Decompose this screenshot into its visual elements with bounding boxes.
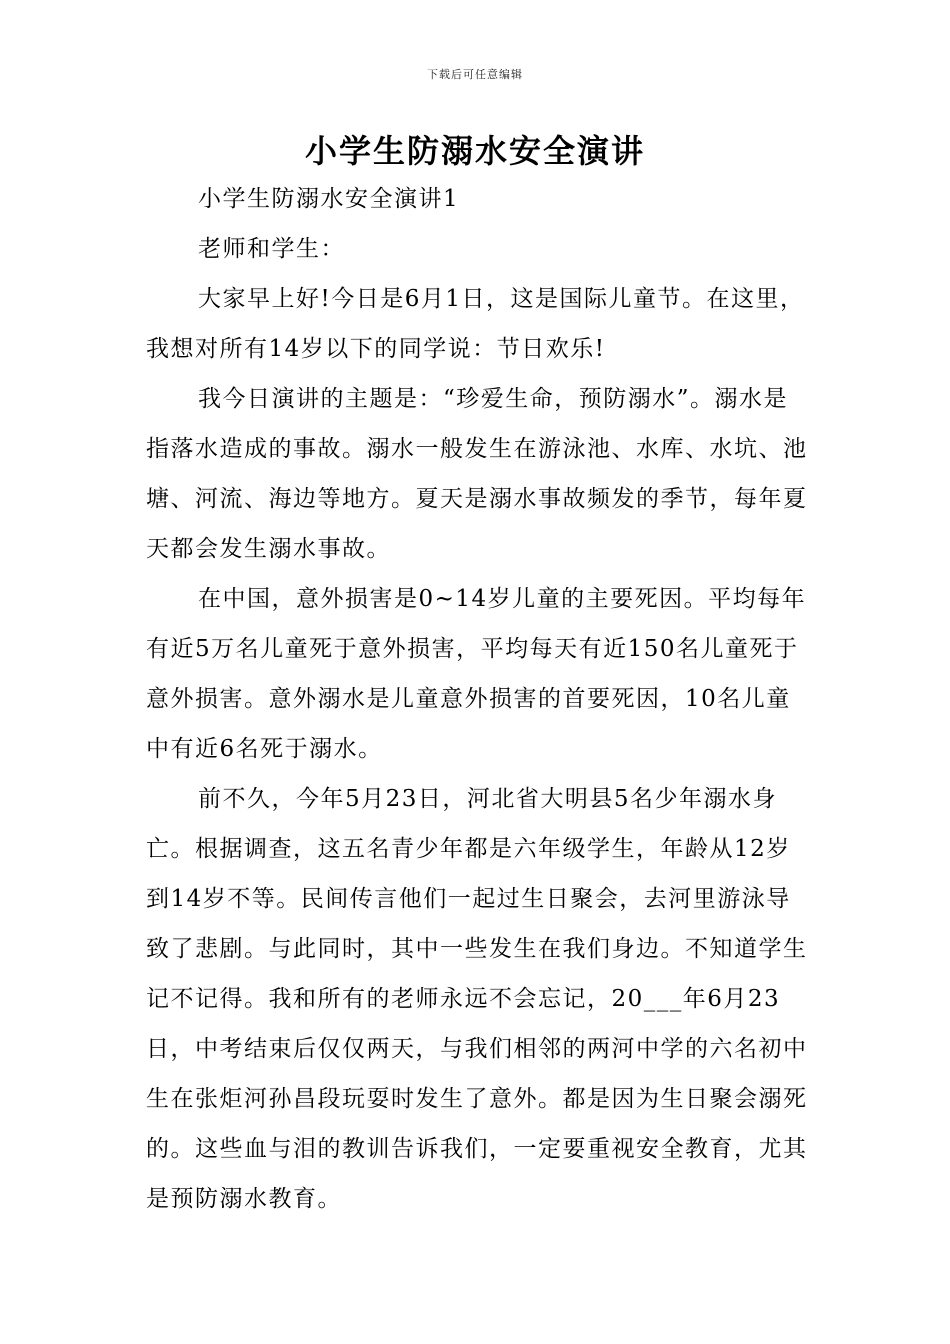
document-title: 小学生防溺水安全演讲 bbox=[304, 132, 645, 170]
salutation-paragraph: 老师和学生： bbox=[198, 236, 345, 262]
subtitle-paragraph: 小学生防溺水安全演讲1 bbox=[198, 186, 460, 212]
body-paragraph: 我今日演讲的主题是：“珍爱生命，预防溺水”。溺水是指落水造成的事故。溺水一般发生在游泳池、水库、水坑、池塘、河流、海边等地方。夏天是溺水事故频发的季节，每年夏天都会发生溺水事故。 bbox=[146, 386, 808, 562]
document-body bbox=[146, 174, 811, 1224]
body-paragraph: 前不久，今年5月23日，河北省大明县5名少年溺水身亡。根据调查，这五名青少年都是六年级学生，年龄从12岁到14岁不等。民间传言他们一起过生日聚会，去河里游泳导致了悲剧。与此同时，其中一些发生在我们身边。不知道学生记不记得。我和所有的老师永远不会忘记，20___年6月23日，中考结束后仅仅两天，与我们相邻的两河中学的六名初中生在张炬河孙昌段玩耍时发生了意外。都是因为生日聚会溺死的。这些血与泪的教训告诉我们，一定要重视安全教育，尤其是预防溺水教育。 bbox=[146, 786, 808, 1212]
body-paragraph: 在中国，意外损害是0~14岁儿童的主要死因。平均每年有近5万名儿童死于意外损害，平均每天有近150名儿童死于意外损害。意外溺水是儿童意外损害的首要死因，10名儿童中有近6名死于溺水。 bbox=[146, 586, 807, 762]
header-note: 下载后可任意编辑 bbox=[427, 68, 523, 81]
body-paragraph: 大家早上好!今日是6月1日，这是国际儿童节。在这里，我想对所有14岁以下的同学说：节日欢乐! bbox=[146, 286, 805, 362]
